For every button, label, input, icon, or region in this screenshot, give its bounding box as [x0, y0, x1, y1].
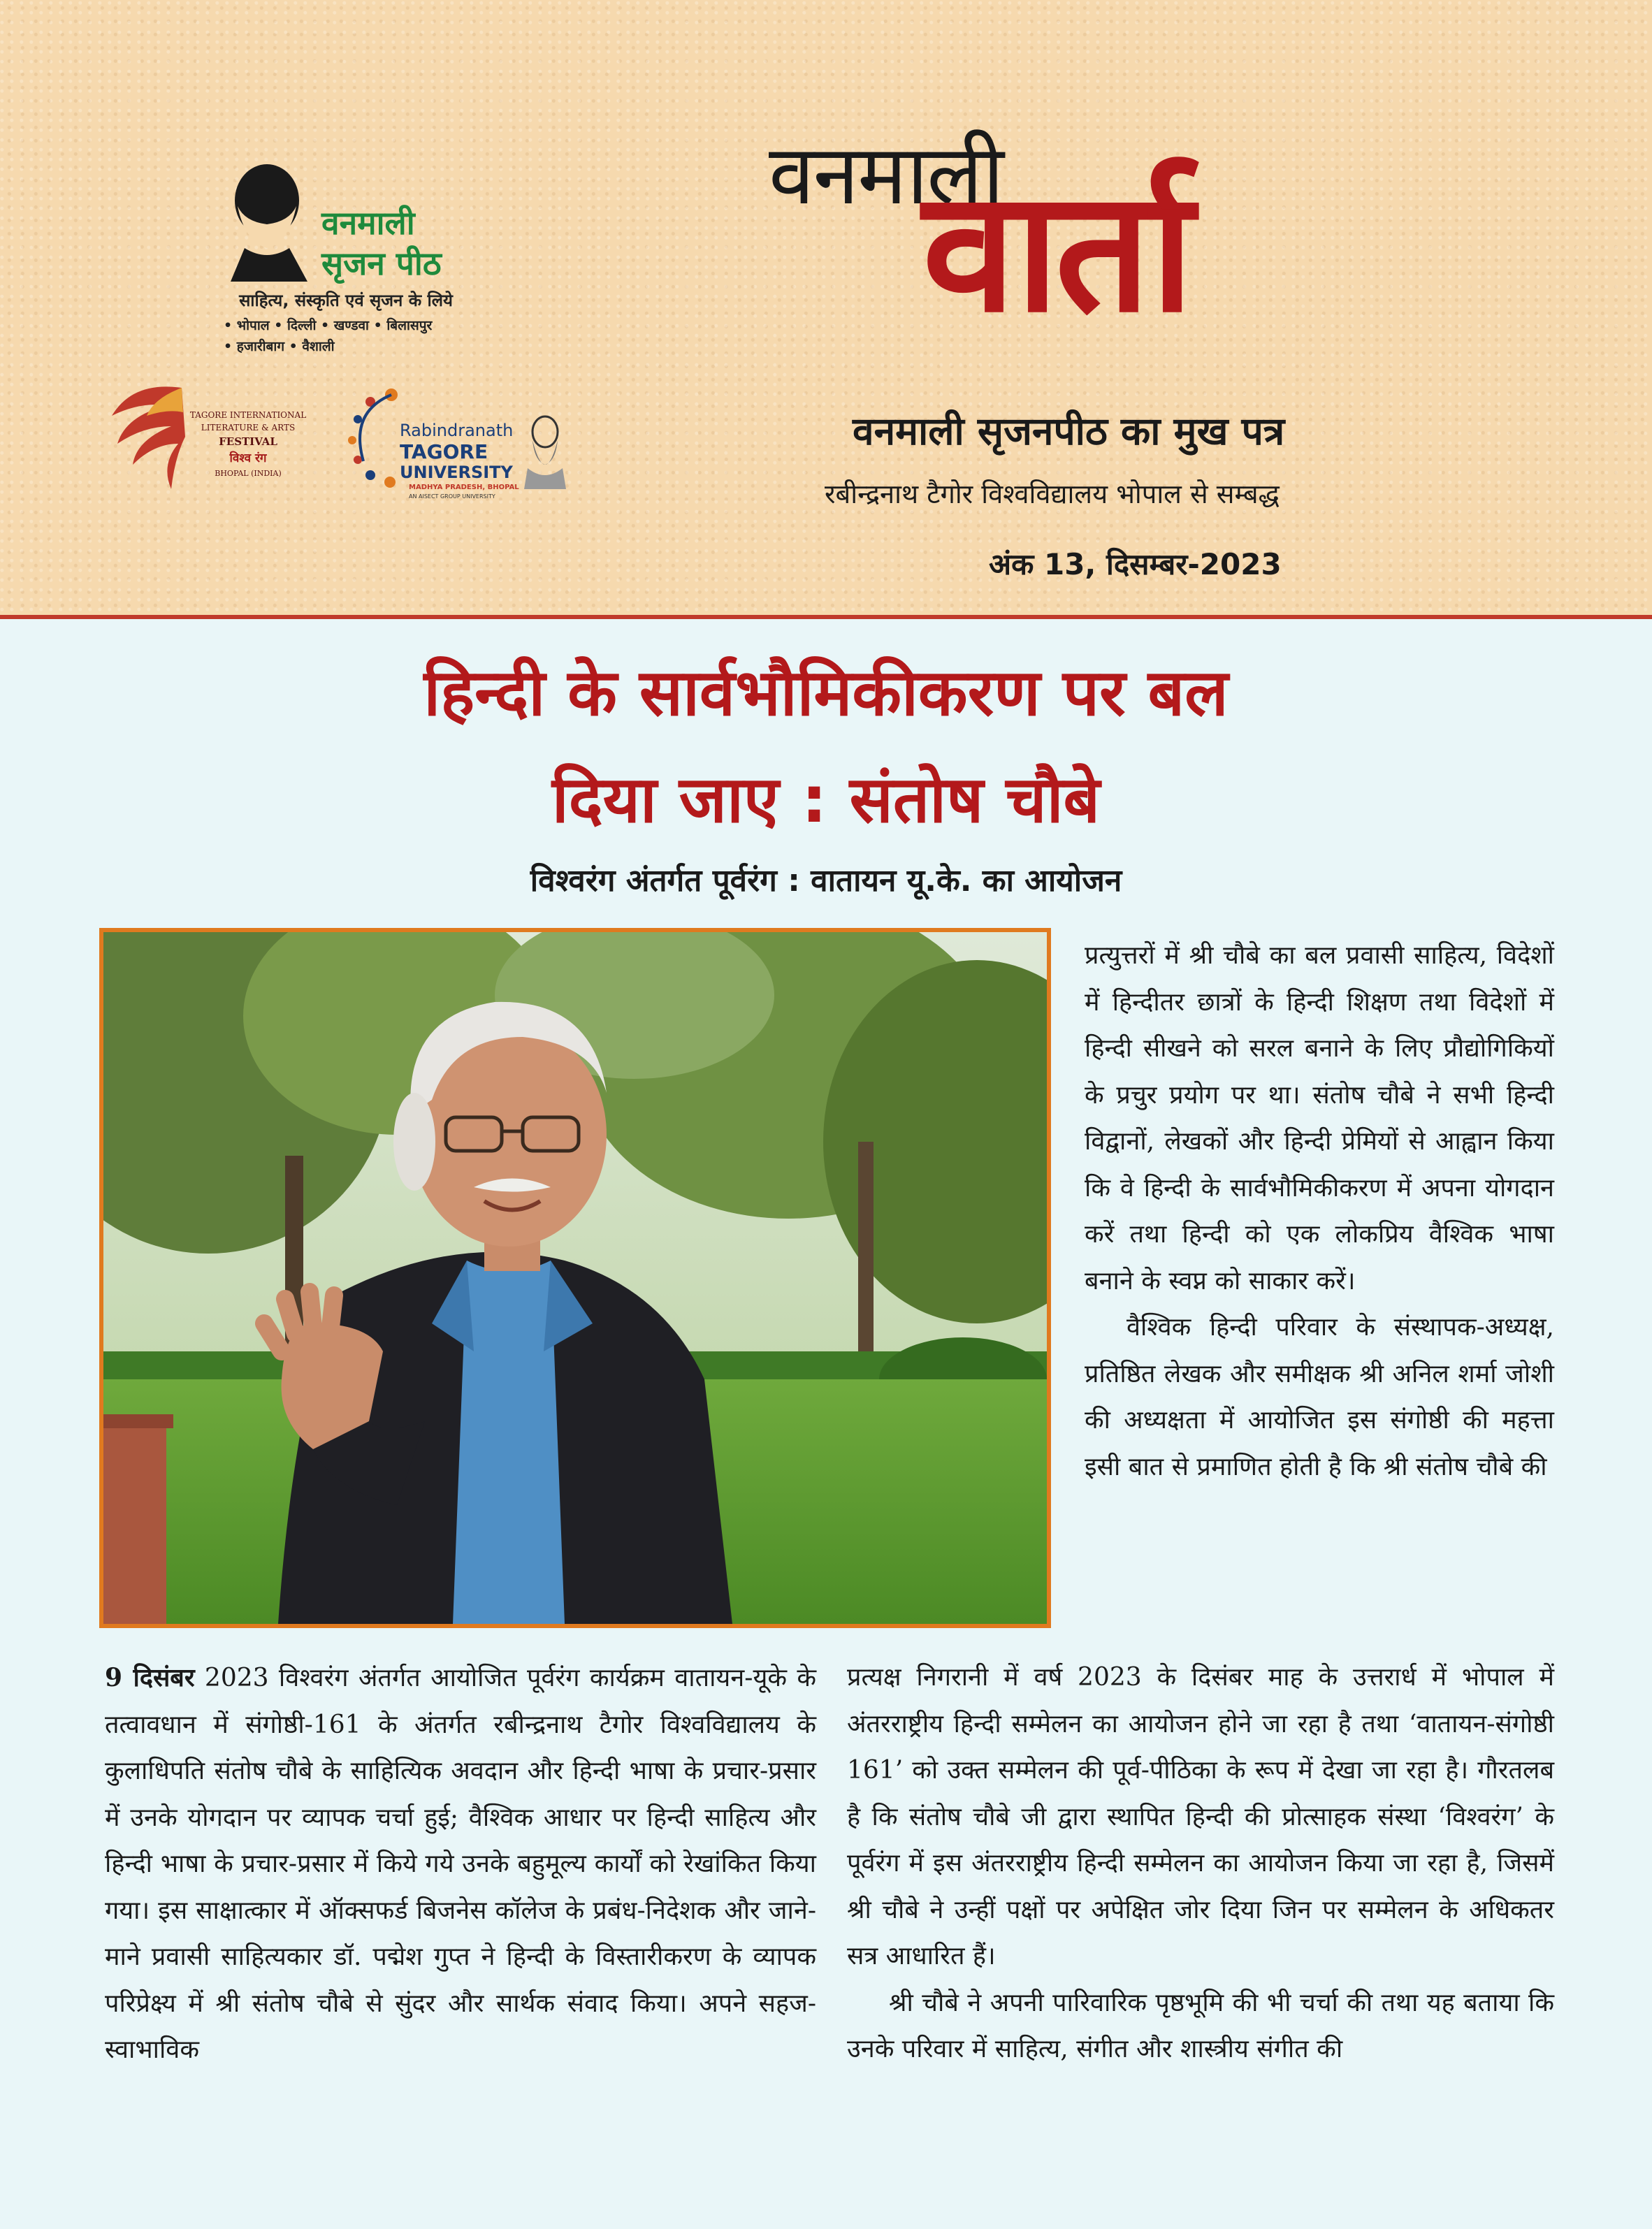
rtu-line3: UNIVERSITY: [400, 463, 513, 482]
rtu-line5: AN AISECT GROUP UNIVERSITY: [409, 493, 495, 500]
masthead-affiliation: रबीन्द्रनाथ टैगोर विश्वविद्यालय भोपाल से सम्बद्ध: [825, 479, 1280, 509]
rtu-line2: TAGORE: [400, 440, 488, 463]
headline-line1: हिन्दी के सार्वभौमिकीकरण पर बल: [423, 655, 1229, 730]
portrait-sketch-icon: [217, 157, 321, 283]
article-photo: [99, 928, 1051, 1628]
vr-line5: BHOPAL (INDIA): [215, 469, 282, 478]
speaker-photo-illustration: [103, 932, 1047, 1624]
vsp-tagline: साहित्य, संस्कृति एवं सृजन के लिये: [239, 291, 453, 310]
masthead-subtitle: वनमाली सृजनपीठ का मुख पत्र: [853, 409, 1285, 453]
vr-line2: LITERATURE & ARTS: [201, 423, 296, 433]
article-paragraph: प्रत्युत्तरों में श्री चौबे का बल प्रवासी साहित्य, विदेशों में हिन्दीतर छात्रों के हिन्दी शिक्षण तथा विदेशों में हिन्दी सीखने को सरल बनाने के लिए प्रौद्योगिकियों के प्रचुर प्रयोग पर था। संतोष चौबे ने सभी हिन्दी विद्वानों, लेखकों और हिन्दी प्रेमियों से आह्वान किया कि वे हिन्दी के सार्वभौमिकीकरण में अपना योगदान करें तथा हिन्दी को एक लोकप्रिय वैश्विक भाषा बनाने के स्वप्न को साकार करें।: [1085, 941, 1554, 1295]
article-paragraph: प्रत्यक्ष निगरानी में वर्ष 2023 के दिसंबर माह के उत्तरार्ध में भोपाल में अंतरराष्ट्रीय हिन्दी सम्मेलन का आयोजन होने जा रहा है तथा ‘वातायन-संगोष्ठी 161’ को उक्त सम्मेलन की पूर्व-पीठिका के रूप में देखा जा रहा है। गौरतलब है कि संतोष चौबे जी द्वारा स्थापित हिन्दी की प्रोत्साहक संस्था ‘विश्वरंग’ के पूर्वरंग में इस अंतरराष्ट्रीय हिन्दी सम्मेलन का आयोजन किया जा रहा है, जिसमें श्री चौबे ने उन्हीं पक्षों पर अपेक्षित जोर दिया जिन पर सम्मेलन के अधिकतर सत्र आधारित हैं।: [847, 1663, 1554, 1970]
vsp-name-line1: वनमाली: [321, 204, 415, 242]
article-paragraph-text: 2023 विश्वरंग अंतर्गत आयोजित पूर्वरंग कार्यक्रम वातायन-यूके के तत्वावधान में संगोष्ठी-161 के अंतर्गत रबीन्द्रनाथ टैगोर विश्वविद्यालय के कुलाधिपति संतोष चौबे के साहित्यिक अवदान और हिन्दी भाषा के प्रचार-प्रसार में उनके योगदान पर व्यापक चर्चा हुई; वैश्विक आधार पर हिन्दी साहित्य और हिन्दी भाषा के प्रचार-प्रसार में किये गये उनके बहुमूल्य कार्यों को रेखांकित किया गया। इस साक्षात्कार में ऑक्सफर्ड बिजनेस कॉलेज के प्रबंध-निदेशक और जाने-माने प्रवासी साहित्यकार डॉ. पद्मेश गुप्त ने हिन्दी के विस्तारीकरण के व्यापक परिप्रेक्ष्य में श्री संतोष चौबे से सुंदर और सार्थक संवाद किया। अपने सहज-स्वाभाविक: [105, 1664, 816, 2064]
article-column-right-top: [1085, 933, 1554, 1490]
headline-line2: दिया जाए : संतोष चौबे: [551, 762, 1101, 837]
vr-line4: विश्व रंग: [229, 451, 267, 465]
vsp-cities-line2: • हजारीबाग • वैशाली: [224, 339, 335, 354]
article-paragraph: [105, 1655, 816, 2074]
rtu-logo: [342, 384, 573, 503]
article-paragraph: वैश्विक हिन्दी परिवार के संस्थापक-अध्यक्ष, प्रतिष्ठित लेखक और समीक्षक श्री अनिल शर्मा जोशी की अध्यक्षता में आयोजित इस संगोष्ठी की महत्ता इसी बात से प्रमाणित होती है कि श्री संतोष चौबे की: [1085, 1313, 1554, 1481]
masthead-issue: अंक 13, दिसम्बर-2023: [989, 547, 1282, 581]
vr-line3: FESTIVAL: [219, 435, 277, 448]
article-paragraph: श्री चौबे ने अपनी पारिवारिक पृष्ठभूमि की भी चर्चा की तथा यह बताया कि उनके परिवार में साहित्य, संगीत और शास्त्रीय संगीत की: [847, 1988, 1554, 2063]
article-column-left-bottom: [105, 1655, 816, 2074]
tagore-portrait-icon: [521, 412, 570, 489]
wing-icon: [105, 374, 189, 493]
subheadline: विश्वरंग अंतर्गत पूर्वरंग : वातायन यू.के. का आयोजन: [530, 863, 1122, 899]
masthead: [0, 0, 1652, 619]
masthead-title-small: वनमाली: [769, 126, 1003, 223]
vishwarang-logo: [105, 374, 307, 500]
article-dateline: 9 दिसंबर: [105, 1663, 195, 1692]
masthead-title-big: वार्ता: [922, 154, 1190, 349]
vsp-cities-line1: • भोपाल • दिल्ली • खण्डवा • बिलासपुर: [224, 318, 433, 333]
vanmali-srijan-peeth-logo: [203, 150, 496, 360]
rtu-line4: MADHYA PRADESH, BHOPAL: [409, 484, 519, 491]
vr-line1: TAGORE INTERNATIONAL: [189, 410, 307, 420]
vsp-cities: [224, 315, 489, 357]
rtu-line1: Rabindranath: [400, 421, 514, 440]
vsp-name-line2: सृजन पीठ: [321, 245, 442, 282]
article-column-right-bottom: [847, 1655, 1554, 2073]
